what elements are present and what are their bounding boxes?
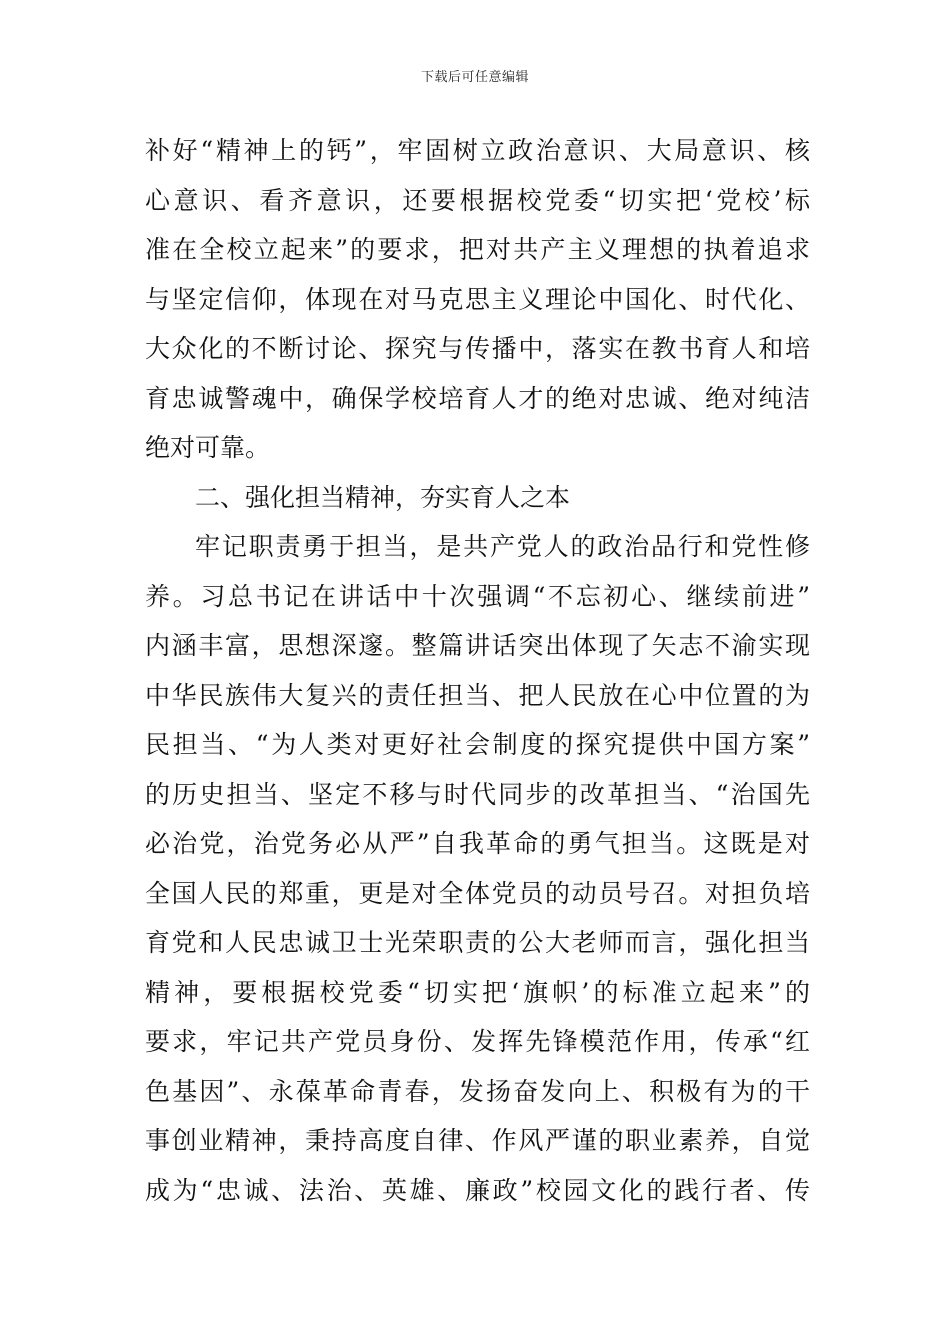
text-line: 育忠诚警魂中，确保学校培育人才的绝对忠诚、绝对纯洁 bbox=[145, 383, 810, 413]
section-heading: 二、强化担当精神，夯实育人之本 bbox=[195, 482, 571, 512]
text-line: 准在全校立起来”的要求，把对共产主义理想的执着追求 bbox=[145, 235, 810, 264]
text-line: 养。习总书记在讲话中十次强调“不忘初心、继续前进” bbox=[145, 581, 810, 611]
text-line: 成为“忠诚、法治、英雄、廉政”校园文化的践行者、传 bbox=[145, 1175, 810, 1205]
text-line: 必治党，治党务必从严”自我革命的勇气担当。这既是对 bbox=[145, 829, 810, 858]
text-line: 与坚定信仰，体现在对马克思主义理论中国化、时代化、 bbox=[145, 284, 810, 314]
text-line: 大众化的不断讨论、探究与传播中，落实在教书育人和培 bbox=[145, 334, 810, 363]
text-line: 牢记职责勇于担当，是共产党人的政治品行和党性修 bbox=[195, 532, 810, 561]
text-line: 内涵丰富，思想深邃。整篇讲话突出体现了矢志不渝实现 bbox=[145, 631, 810, 660]
text-line: 色基因”、永葆革命青春，发扬奋发向上、积极有为的干 bbox=[145, 1076, 810, 1106]
text-line: 绝对可靠。 bbox=[145, 433, 271, 462]
text-line: 要求，牢记共产党员身份、发挥先锋模范作用，传承“红 bbox=[145, 1027, 810, 1056]
body-text bbox=[145, 126, 810, 1215]
text-line: 全国人民的郑重，更是对全体党员的动员号召。对担负培 bbox=[145, 878, 810, 908]
header-note: 下载后可任意编辑 bbox=[420, 70, 529, 85]
text-line: 的历史担当、坚定不移与时代同步的改革担当、“治国先 bbox=[145, 779, 810, 809]
text-line: 精神，要根据校党委“切实把‘旗帜’的标准立起来”的 bbox=[145, 977, 810, 1007]
text-line: 事创业精神，秉持高度自律、作风严谨的职业素养，自觉 bbox=[145, 1126, 810, 1155]
text-line: 心意识、看齐意识，还要根据校党委“切实把‘党校’标 bbox=[145, 185, 810, 215]
text-line: 民担当、“为人类对更好社会制度的探究提供中国方案” bbox=[145, 730, 810, 759]
text-line: 中华民族伟大复兴的责任担当、把人民放在心中位置的为 bbox=[145, 680, 810, 710]
text-line: 育党和人民忠诚卫士光荣职责的公大老师而言，强化担当 bbox=[145, 928, 810, 957]
text-line: 补好“精神上的钙”，牢固树立政治意识、大局意识、核 bbox=[145, 136, 810, 165]
